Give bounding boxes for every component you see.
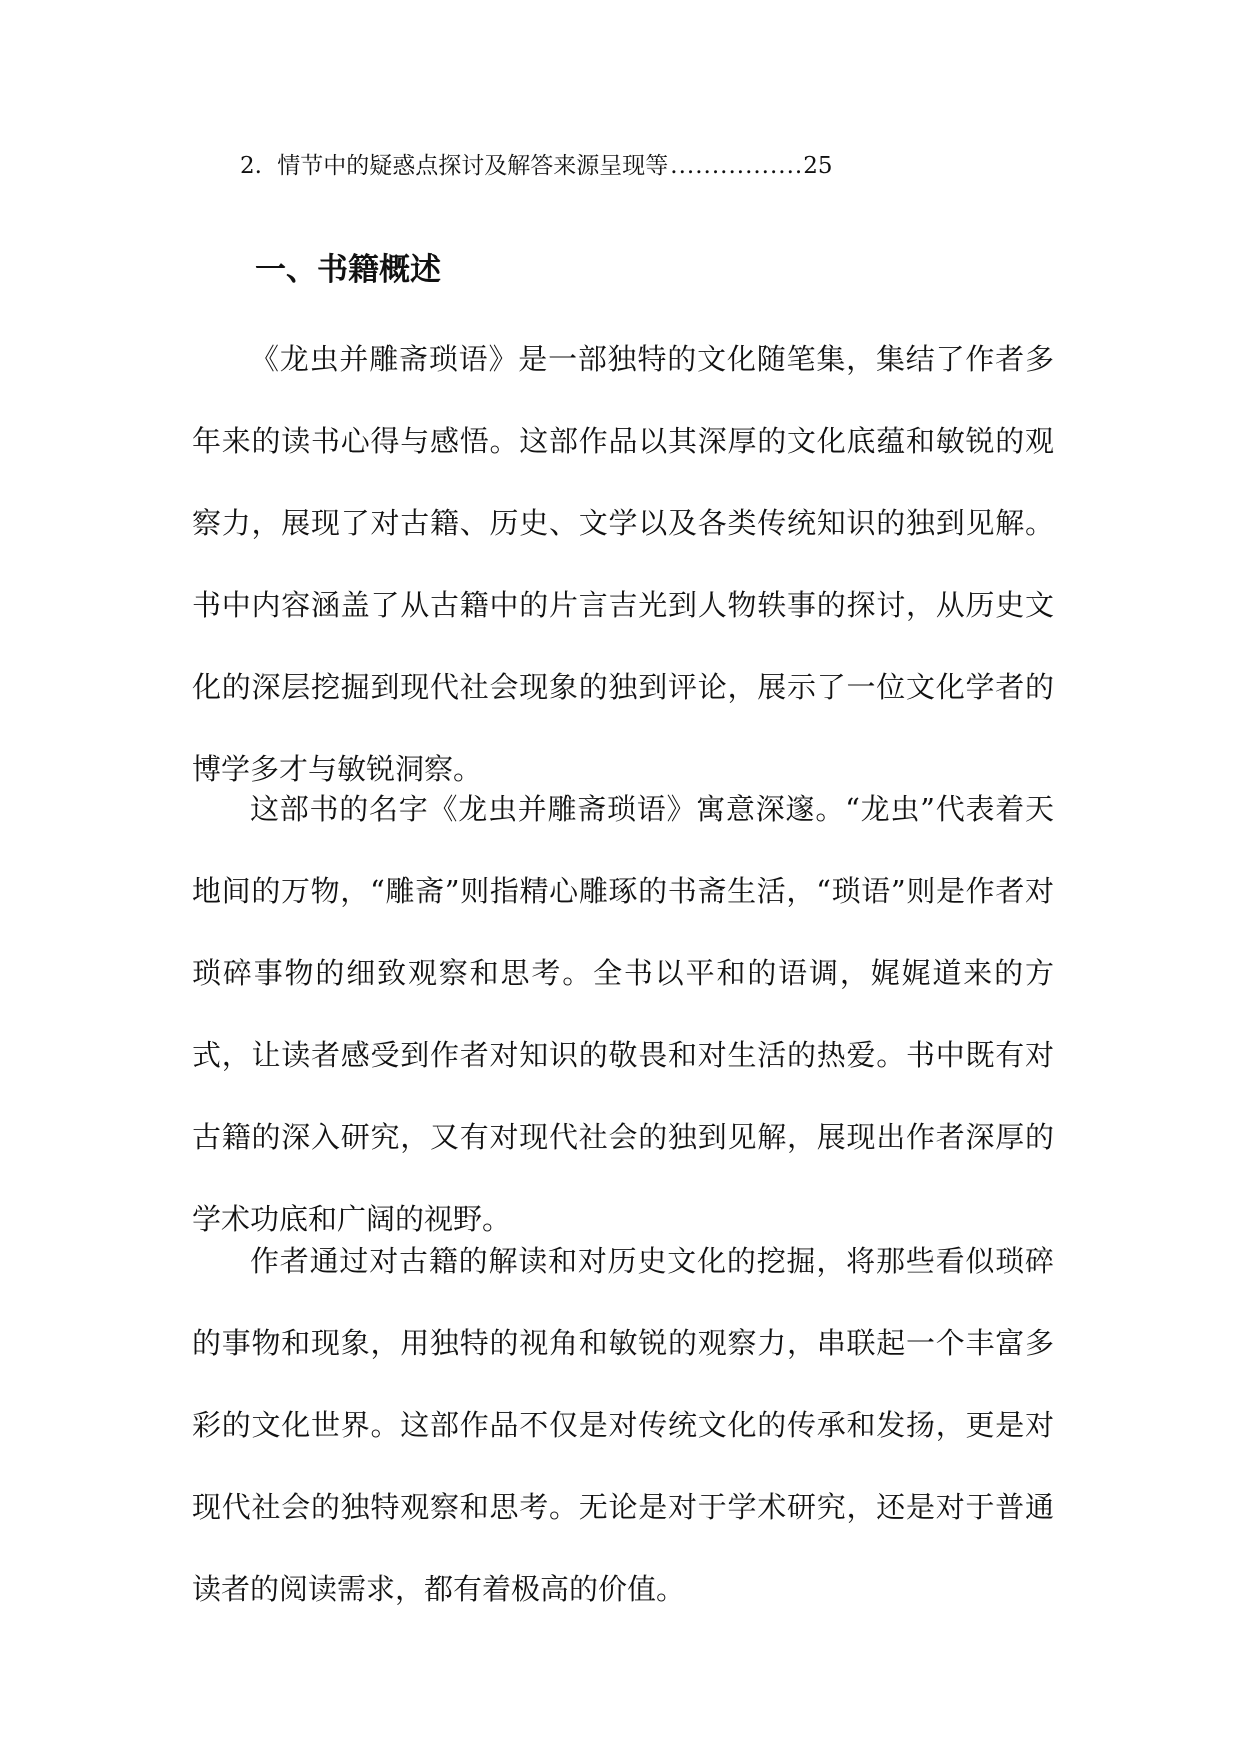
body-paragraph: 这部书的名字《龙虫并雕斋琐语》寓意深邃。“龙虫”代表着天地间的万物，“雕斋”则指精心雕琢的书斋生活，“琐语”则是作者对琐碎事物的细致观察和思考。全书以平和的语调，娓娓道来的方式，让读者感受到作者对知识的敬畏和对生活的热爱。书中既有对古籍的深入研究，又有对现代社会的独到见解，展现出作者深厚的学术功底和广阔的视野。 bbox=[192, 792, 1054, 1236]
toc-entry-page: 25 bbox=[803, 153, 833, 179]
body-paragraph: 《龙虫并雕斋琐语》是一部独特的文化随笔集，集结了作者多年来的读书心得与感悟。这部作品以其深厚的文化底蕴和敏锐的观察力，展现了对古籍、历史、文学以及各类传统知识的独到见解。书中内容涵盖了从古籍中的片言吉光到人物轶事的探讨，从历史文化的深层挖掘到现代社会现象的独到评论，展示了一位文化学者的博学多才与敏锐洞察。 bbox=[192, 342, 1054, 786]
toc-entry-title: 情节中的疑惑点探讨及解答来源呈现等 bbox=[277, 153, 669, 179]
toc-entry-leader: ................ bbox=[670, 153, 804, 179]
section-heading: 一、书籍概述 bbox=[255, 252, 441, 288]
toc-entry-number: 2. bbox=[240, 153, 262, 179]
toc-entry[interactable] bbox=[240, 148, 940, 184]
body-paragraph: 作者通过对古籍的解读和对历史文化的挖掘，将那些看似琐碎的事物和现象，用独特的视角和敏锐的观察力，串联起一个丰富多彩的文化世界。这部作品不仅是对传统文化的传承和发扬，更是对现代社会的独特观察和思考。无论是对于学术研究，还是对于普通读者的阅读需求，都有着极高的价值。 bbox=[192, 1244, 1054, 1606]
